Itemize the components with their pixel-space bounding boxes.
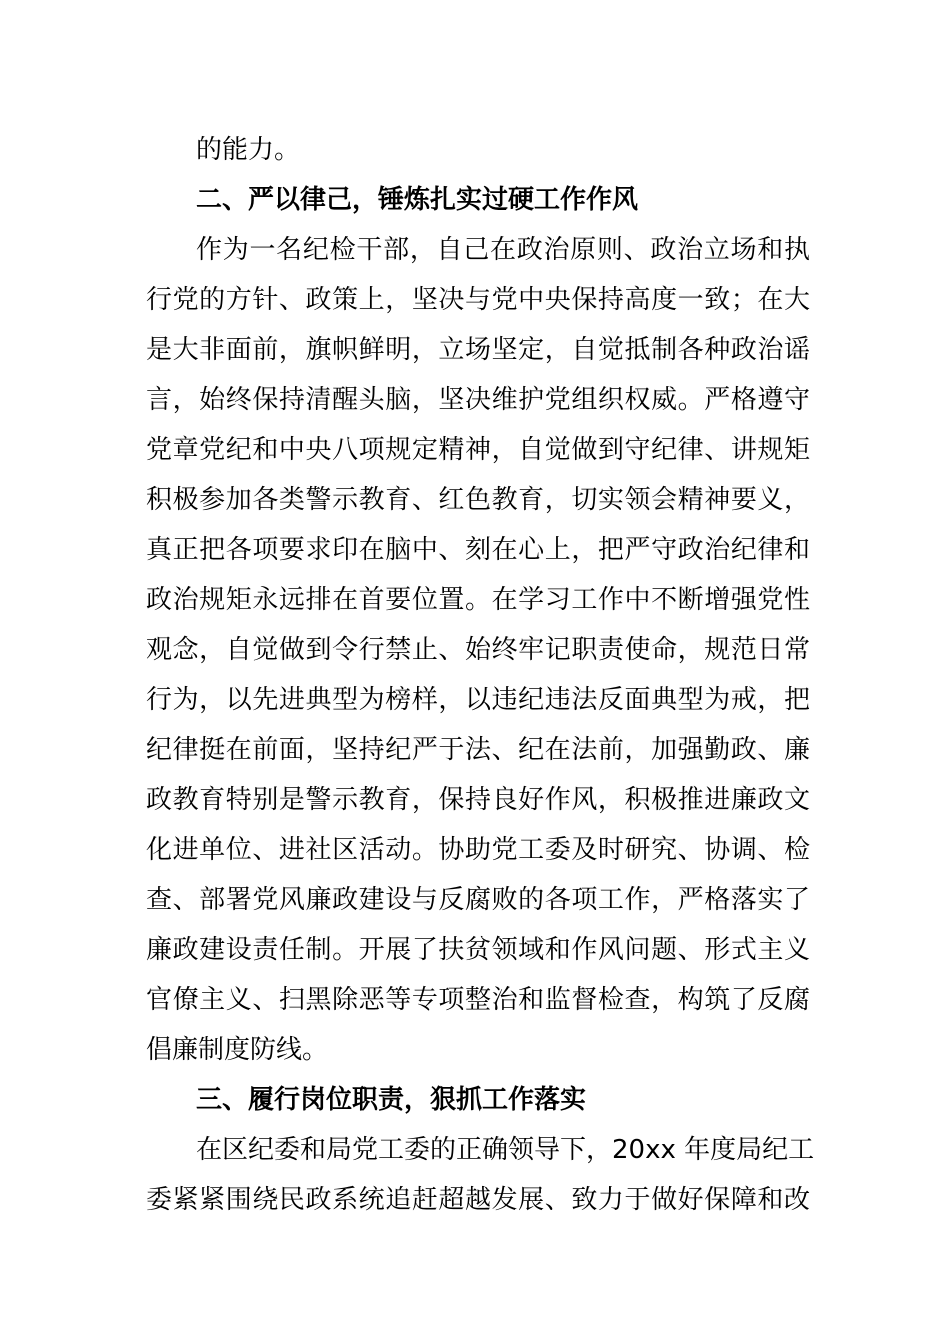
- paragraph-line: 倡廉制度防线。: [146, 1035, 329, 1065]
- paragraph-line: 言，始终保持清醒头脑，坚决维护党组织权威。严格遵守: [146, 385, 810, 415]
- paragraph-line: 在区纪委和局党工委的正确领导下，20xx 年度局纪工: [196, 1135, 815, 1165]
- paragraph-line: 党章党纪和中央八项规定精神，自觉做到守纪律、讲规矩: [146, 435, 810, 465]
- paragraph-line: 的能力。: [196, 135, 301, 165]
- paragraph-line: 官僚主义、扫黑除恶等专项整治和监督检查，构筑了反腐: [146, 985, 810, 1015]
- paragraph-line: 作为一名纪检干部，自己在政治原则、政治立场和执: [196, 235, 810, 265]
- paragraph-line: 积极参加各类警示教育、红色教育，切实领会精神要义，: [146, 485, 810, 515]
- paragraph-line: 行党的方针、政策上，坚决与党中央保持高度一致；在大: [146, 285, 810, 315]
- paragraph-line: 真正把各项要求印在脑中、刻在心上，把严守政治纪律和: [146, 535, 810, 565]
- paragraph-line: 观念，自觉做到令行禁止、始终牢记职责使命，规范日常: [146, 635, 810, 665]
- section-heading-2: 二、严以律己，锤炼扎实过硬工作作风: [196, 185, 639, 215]
- paragraph-line: 政教育特别是警示教育，保持良好作风，积极推进廉政文: [146, 785, 810, 815]
- paragraph-line: 化进单位、进社区活动。协助党工委及时研究、协调、检: [146, 835, 810, 865]
- paragraph-line: 政治规矩永远排在首要位置。在学习工作中不断增强党性: [146, 585, 810, 615]
- paragraph-line: 廉政建设责任制。开展了扶贫领域和作风问题、形式主义: [146, 935, 810, 965]
- section-heading-3: 三、履行岗位职责，狠抓工作落实: [196, 1085, 587, 1115]
- paragraph-line: 委紧紧围绕民政系统追赶超越发展、致力于做好保障和改: [146, 1185, 810, 1215]
- paragraph-line: 纪律挺在前面，坚持纪严于法、纪在法前，加强勤政、廉: [146, 735, 810, 765]
- paragraph-line: 查、部署党风廉政建设与反腐败的各项工作，严格落实了: [146, 885, 810, 915]
- paragraph-line: 是大非面前，旗帜鲜明，立场坚定，自觉抵制各种政治谣: [146, 335, 810, 365]
- paragraph-line: 行为，以先进典型为榜样，以违纪违法反面典型为戒，把: [146, 685, 810, 715]
